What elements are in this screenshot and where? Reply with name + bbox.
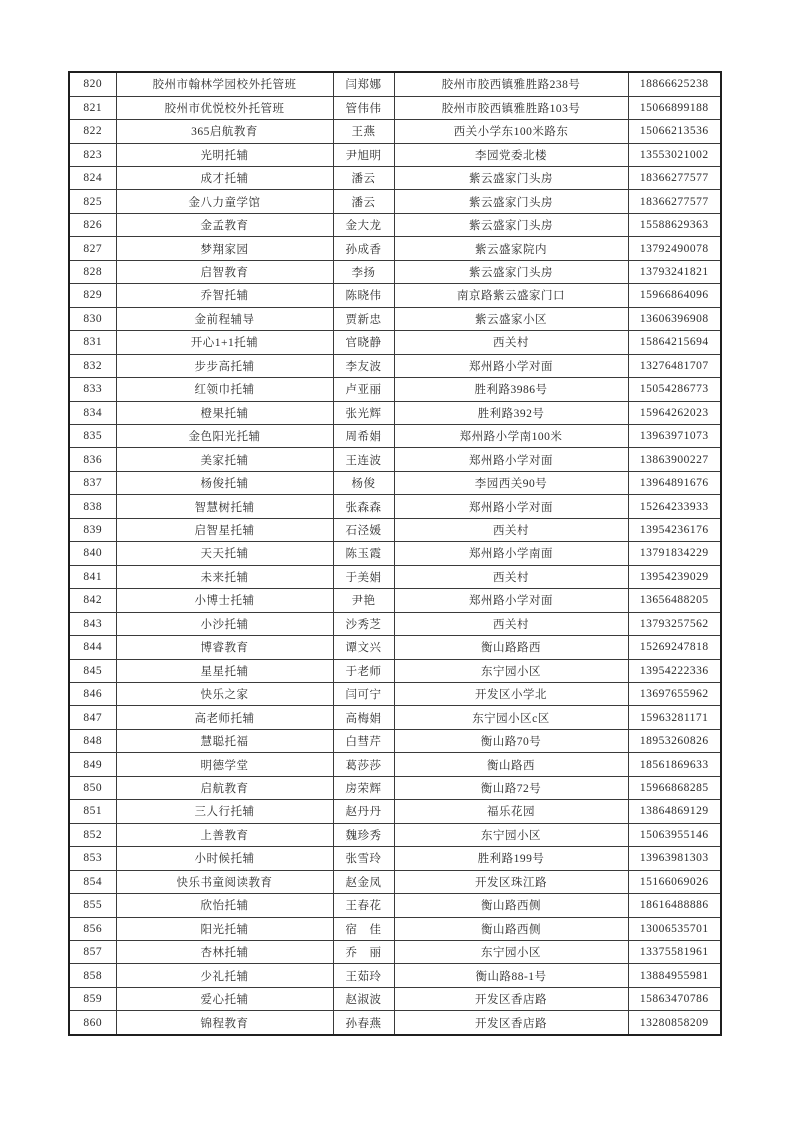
table-row (69, 495, 721, 518)
org-name-cell: 365启航教育 (116, 120, 333, 143)
contact-name-cell: 李扬 (333, 260, 394, 283)
phone-cell: 15863470786 (628, 987, 721, 1010)
phone-cell: 18366277577 (628, 167, 721, 190)
table-row (69, 847, 721, 870)
table-row (69, 120, 721, 143)
row-index-cell: 849 (69, 753, 116, 776)
table-row (69, 471, 721, 494)
org-name-cell: 小博士托辅 (116, 589, 333, 612)
phone-cell: 18366277577 (628, 190, 721, 213)
address-cell: 郑州路小学对面 (394, 495, 628, 518)
row-index-cell: 858 (69, 964, 116, 987)
table-row (69, 401, 721, 424)
table-row (69, 940, 721, 963)
org-name-cell: 杏林托辅 (116, 940, 333, 963)
org-name-cell: 小沙托辅 (116, 612, 333, 635)
contact-name-cell: 于美娟 (333, 565, 394, 588)
row-index-cell: 827 (69, 237, 116, 260)
phone-cell: 13656488205 (628, 589, 721, 612)
table-row (69, 612, 721, 635)
row-index-cell: 851 (69, 800, 116, 823)
row-index-cell: 857 (69, 940, 116, 963)
contact-name-cell: 赵丹丹 (333, 800, 394, 823)
phone-cell: 18561869633 (628, 753, 721, 776)
contact-name-cell: 谭文兴 (333, 636, 394, 659)
contact-name-cell: 葛莎莎 (333, 753, 394, 776)
row-index-cell: 859 (69, 987, 116, 1010)
contact-name-cell: 王燕 (333, 120, 394, 143)
table-row (69, 424, 721, 447)
org-name-cell: 天天托辅 (116, 542, 333, 565)
phone-cell: 15966868285 (628, 776, 721, 799)
row-index-cell: 829 (69, 284, 116, 307)
org-name-cell: 梦翔家园 (116, 237, 333, 260)
address-cell: 东宁园小区 (394, 659, 628, 682)
row-index-cell: 828 (69, 260, 116, 283)
row-index-cell: 824 (69, 167, 116, 190)
table-row (69, 354, 721, 377)
table-row (69, 260, 721, 283)
contact-name-cell: 宿 佳 (333, 917, 394, 940)
table-row (69, 167, 721, 190)
org-name-cell: 博睿教育 (116, 636, 333, 659)
phone-cell: 13963971073 (628, 424, 721, 447)
table-row (69, 143, 721, 166)
org-name-cell: 智慧树托辅 (116, 495, 333, 518)
row-index-cell: 835 (69, 424, 116, 447)
contact-name-cell: 王春花 (333, 894, 394, 917)
contact-name-cell: 潘云 (333, 190, 394, 213)
phone-cell: 13863900227 (628, 448, 721, 471)
table-row (69, 964, 721, 987)
phone-cell: 13884955981 (628, 964, 721, 987)
row-index-cell: 826 (69, 213, 116, 236)
phone-cell: 18616488886 (628, 894, 721, 917)
address-cell: 东宁园小区c区 (394, 706, 628, 729)
phone-cell: 13954236176 (628, 518, 721, 541)
contact-name-cell: 石泾媛 (333, 518, 394, 541)
contact-name-cell: 张光辉 (333, 401, 394, 424)
org-name-cell: 欣怡托辅 (116, 894, 333, 917)
row-index-cell: 833 (69, 378, 116, 401)
phone-cell: 13280858209 (628, 1011, 721, 1035)
address-cell: 胶州市胶西镇雅胜路238号 (394, 72, 628, 96)
table-row (69, 823, 721, 846)
org-name-cell: 未来托辅 (116, 565, 333, 588)
org-name-cell: 成才托辅 (116, 167, 333, 190)
address-cell: 紫云盛家小区 (394, 307, 628, 330)
row-index-cell: 856 (69, 917, 116, 940)
address-cell: 西关小学东100米路东 (394, 120, 628, 143)
address-cell: 紫云盛家院内 (394, 237, 628, 260)
phone-cell: 15066899188 (628, 96, 721, 119)
address-cell: 西关村 (394, 518, 628, 541)
table-row (69, 96, 721, 119)
contact-name-cell: 闫郑娜 (333, 72, 394, 96)
org-name-cell: 启智星托辅 (116, 518, 333, 541)
org-name-cell: 慧聪托福 (116, 729, 333, 752)
address-cell: 衡山路西侧 (394, 917, 628, 940)
address-cell: 福乐花园 (394, 800, 628, 823)
table-row (69, 284, 721, 307)
phone-cell: 15964262023 (628, 401, 721, 424)
table-row (69, 307, 721, 330)
org-name-cell: 开心1+1托辅 (116, 331, 333, 354)
org-name-cell: 启航教育 (116, 776, 333, 799)
table-body (69, 72, 721, 1035)
contact-name-cell: 房荣辉 (333, 776, 394, 799)
contact-name-cell: 孙成香 (333, 237, 394, 260)
org-name-cell: 快乐之家 (116, 682, 333, 705)
table-row (69, 565, 721, 588)
phone-cell: 18953260826 (628, 729, 721, 752)
contact-name-cell: 王连波 (333, 448, 394, 471)
address-cell: 郑州路小学对面 (394, 448, 628, 471)
contact-name-cell: 于老师 (333, 659, 394, 682)
phone-cell: 15966864096 (628, 284, 721, 307)
org-name-cell: 星星托辅 (116, 659, 333, 682)
address-cell: 紫云盛家门头房 (394, 213, 628, 236)
org-name-cell: 乔智托辅 (116, 284, 333, 307)
address-cell: 衡山路西侧 (394, 894, 628, 917)
contact-name-cell: 陈晓伟 (333, 284, 394, 307)
address-cell: 紫云盛家门头房 (394, 190, 628, 213)
table-row (69, 518, 721, 541)
contact-name-cell: 闫可宁 (333, 682, 394, 705)
address-cell: 西关村 (394, 565, 628, 588)
org-name-cell: 小时候托辅 (116, 847, 333, 870)
contact-name-cell: 周希娟 (333, 424, 394, 447)
address-cell: 衡山路路西 (394, 636, 628, 659)
table-row (69, 800, 721, 823)
org-name-cell: 启智教育 (116, 260, 333, 283)
row-index-cell: 850 (69, 776, 116, 799)
org-name-cell: 阳光托辅 (116, 917, 333, 940)
table-row (69, 213, 721, 236)
address-cell: 衡山路88-1号 (394, 964, 628, 987)
table-row (69, 987, 721, 1010)
phone-cell: 15963281171 (628, 706, 721, 729)
table-row (69, 542, 721, 565)
phone-cell: 13006535701 (628, 917, 721, 940)
row-index-cell: 836 (69, 448, 116, 471)
phone-cell: 15269247818 (628, 636, 721, 659)
address-cell: 南京路紫云盛家门口 (394, 284, 628, 307)
table-row (69, 448, 721, 471)
row-index-cell: 839 (69, 518, 116, 541)
address-cell: 郑州路小学对面 (394, 589, 628, 612)
row-index-cell: 825 (69, 190, 116, 213)
table-row (69, 682, 721, 705)
row-index-cell: 848 (69, 729, 116, 752)
table-row (69, 776, 721, 799)
org-name-cell: 橙果托辅 (116, 401, 333, 424)
phone-cell: 13697655962 (628, 682, 721, 705)
address-cell: 东宁园小区 (394, 823, 628, 846)
phone-cell: 13606396908 (628, 307, 721, 330)
phone-cell: 15588629363 (628, 213, 721, 236)
org-name-cell: 金八力童学馆 (116, 190, 333, 213)
table-row (69, 1011, 721, 1035)
row-index-cell: 823 (69, 143, 116, 166)
contact-name-cell: 杨俊 (333, 471, 394, 494)
org-name-cell: 快乐书童阅读教育 (116, 870, 333, 893)
org-name-cell: 锦程教育 (116, 1011, 333, 1035)
address-cell: 胜利路3986号 (394, 378, 628, 401)
contact-name-cell: 白彗芹 (333, 729, 394, 752)
table-row (69, 753, 721, 776)
row-index-cell: 838 (69, 495, 116, 518)
contact-name-cell: 金大龙 (333, 213, 394, 236)
contact-name-cell: 沙秀芝 (333, 612, 394, 635)
table-row (69, 378, 721, 401)
phone-cell: 13791834229 (628, 542, 721, 565)
table-row (69, 589, 721, 612)
roster-table (68, 71, 722, 1036)
contact-name-cell: 王茹玲 (333, 964, 394, 987)
table-row (69, 917, 721, 940)
contact-name-cell: 潘云 (333, 167, 394, 190)
row-index-cell: 832 (69, 354, 116, 377)
address-cell: 开发区香店路 (394, 1011, 628, 1035)
row-index-cell: 822 (69, 120, 116, 143)
org-name-cell: 金孟教育 (116, 213, 333, 236)
address-cell: 开发区小学北 (394, 682, 628, 705)
table-row (69, 190, 721, 213)
row-index-cell: 860 (69, 1011, 116, 1035)
row-index-cell: 855 (69, 894, 116, 917)
row-index-cell: 852 (69, 823, 116, 846)
org-name-cell: 杨俊托辅 (116, 471, 333, 494)
phone-cell: 13963981303 (628, 847, 721, 870)
row-index-cell: 842 (69, 589, 116, 612)
row-index-cell: 845 (69, 659, 116, 682)
org-name-cell: 高老师托辅 (116, 706, 333, 729)
phone-cell: 15054286773 (628, 378, 721, 401)
contact-name-cell: 贾新忠 (333, 307, 394, 330)
org-name-cell: 胶州市优悦校外托管班 (116, 96, 333, 119)
phone-cell: 15066213536 (628, 120, 721, 143)
org-name-cell: 光明托辅 (116, 143, 333, 166)
row-index-cell: 837 (69, 471, 116, 494)
phone-cell: 15063955146 (628, 823, 721, 846)
contact-name-cell: 尹旭明 (333, 143, 394, 166)
org-name-cell: 金前程辅导 (116, 307, 333, 330)
address-cell: 郑州路小学南面 (394, 542, 628, 565)
phone-cell: 13375581961 (628, 940, 721, 963)
table-row (69, 894, 721, 917)
phone-cell: 15166069026 (628, 870, 721, 893)
org-name-cell: 美家托辅 (116, 448, 333, 471)
address-cell: 李园西关90号 (394, 471, 628, 494)
row-index-cell: 831 (69, 331, 116, 354)
table-row (69, 870, 721, 893)
address-cell: 衡山路70号 (394, 729, 628, 752)
org-name-cell: 少礼托辅 (116, 964, 333, 987)
org-name-cell: 红领巾托辅 (116, 378, 333, 401)
contact-name-cell: 卢亚丽 (333, 378, 394, 401)
contact-name-cell: 张森森 (333, 495, 394, 518)
phone-cell: 15264233933 (628, 495, 721, 518)
row-index-cell: 830 (69, 307, 116, 330)
table-row (69, 331, 721, 354)
address-cell: 胶州市胶西镇雅胜路103号 (394, 96, 628, 119)
org-name-cell: 步步高托辅 (116, 354, 333, 377)
phone-cell: 13864869129 (628, 800, 721, 823)
row-index-cell: 844 (69, 636, 116, 659)
row-index-cell: 834 (69, 401, 116, 424)
phone-cell: 13792490078 (628, 237, 721, 260)
contact-name-cell: 赵金凤 (333, 870, 394, 893)
contact-name-cell: 张雪玲 (333, 847, 394, 870)
org-name-cell: 三人行托辅 (116, 800, 333, 823)
contact-name-cell: 李友波 (333, 354, 394, 377)
org-name-cell: 金色阳光托辅 (116, 424, 333, 447)
row-index-cell: 821 (69, 96, 116, 119)
phone-cell: 13276481707 (628, 354, 721, 377)
table-row (69, 237, 721, 260)
phone-cell: 13793257562 (628, 612, 721, 635)
address-cell: 郑州路小学南100米 (394, 424, 628, 447)
row-index-cell: 853 (69, 847, 116, 870)
phone-cell: 13954239029 (628, 565, 721, 588)
address-cell: 李园党委北楼 (394, 143, 628, 166)
contact-name-cell: 乔 丽 (333, 940, 394, 963)
row-index-cell: 843 (69, 612, 116, 635)
contact-name-cell: 管伟伟 (333, 96, 394, 119)
contact-name-cell: 高梅娟 (333, 706, 394, 729)
address-cell: 胜利路199号 (394, 847, 628, 870)
phone-cell: 18866625238 (628, 72, 721, 96)
phone-cell: 13793241821 (628, 260, 721, 283)
address-cell: 紫云盛家门头房 (394, 260, 628, 283)
contact-name-cell: 官晓静 (333, 331, 394, 354)
address-cell: 郑州路小学对面 (394, 354, 628, 377)
row-index-cell: 820 (69, 72, 116, 96)
address-cell: 衡山路西 (394, 753, 628, 776)
table-row (69, 636, 721, 659)
org-name-cell: 爱心托辅 (116, 987, 333, 1010)
address-cell: 开发区香店路 (394, 987, 628, 1010)
org-name-cell: 上善教育 (116, 823, 333, 846)
table-row (69, 659, 721, 682)
table-row (69, 729, 721, 752)
row-index-cell: 847 (69, 706, 116, 729)
phone-cell: 13964891676 (628, 471, 721, 494)
address-cell: 西关村 (394, 612, 628, 635)
phone-cell: 13553021002 (628, 143, 721, 166)
contact-name-cell: 赵淑波 (333, 987, 394, 1010)
table-row (69, 706, 721, 729)
contact-name-cell: 魏珍秀 (333, 823, 394, 846)
address-cell: 衡山路72号 (394, 776, 628, 799)
contact-name-cell: 孙春燕 (333, 1011, 394, 1035)
address-cell: 紫云盛家门头房 (394, 167, 628, 190)
table-row (69, 72, 721, 96)
phone-cell: 15864215694 (628, 331, 721, 354)
row-index-cell: 840 (69, 542, 116, 565)
address-cell: 东宁园小区 (394, 940, 628, 963)
address-cell: 开发区珠江路 (394, 870, 628, 893)
address-cell: 胜利路392号 (394, 401, 628, 424)
contact-name-cell: 陈玉霞 (333, 542, 394, 565)
row-index-cell: 846 (69, 682, 116, 705)
phone-cell: 13954222336 (628, 659, 721, 682)
row-index-cell: 854 (69, 870, 116, 893)
org-name-cell: 胶州市翰林学园校外托管班 (116, 72, 333, 96)
org-name-cell: 明德学堂 (116, 753, 333, 776)
contact-name-cell: 尹艳 (333, 589, 394, 612)
row-index-cell: 841 (69, 565, 116, 588)
address-cell: 西关村 (394, 331, 628, 354)
